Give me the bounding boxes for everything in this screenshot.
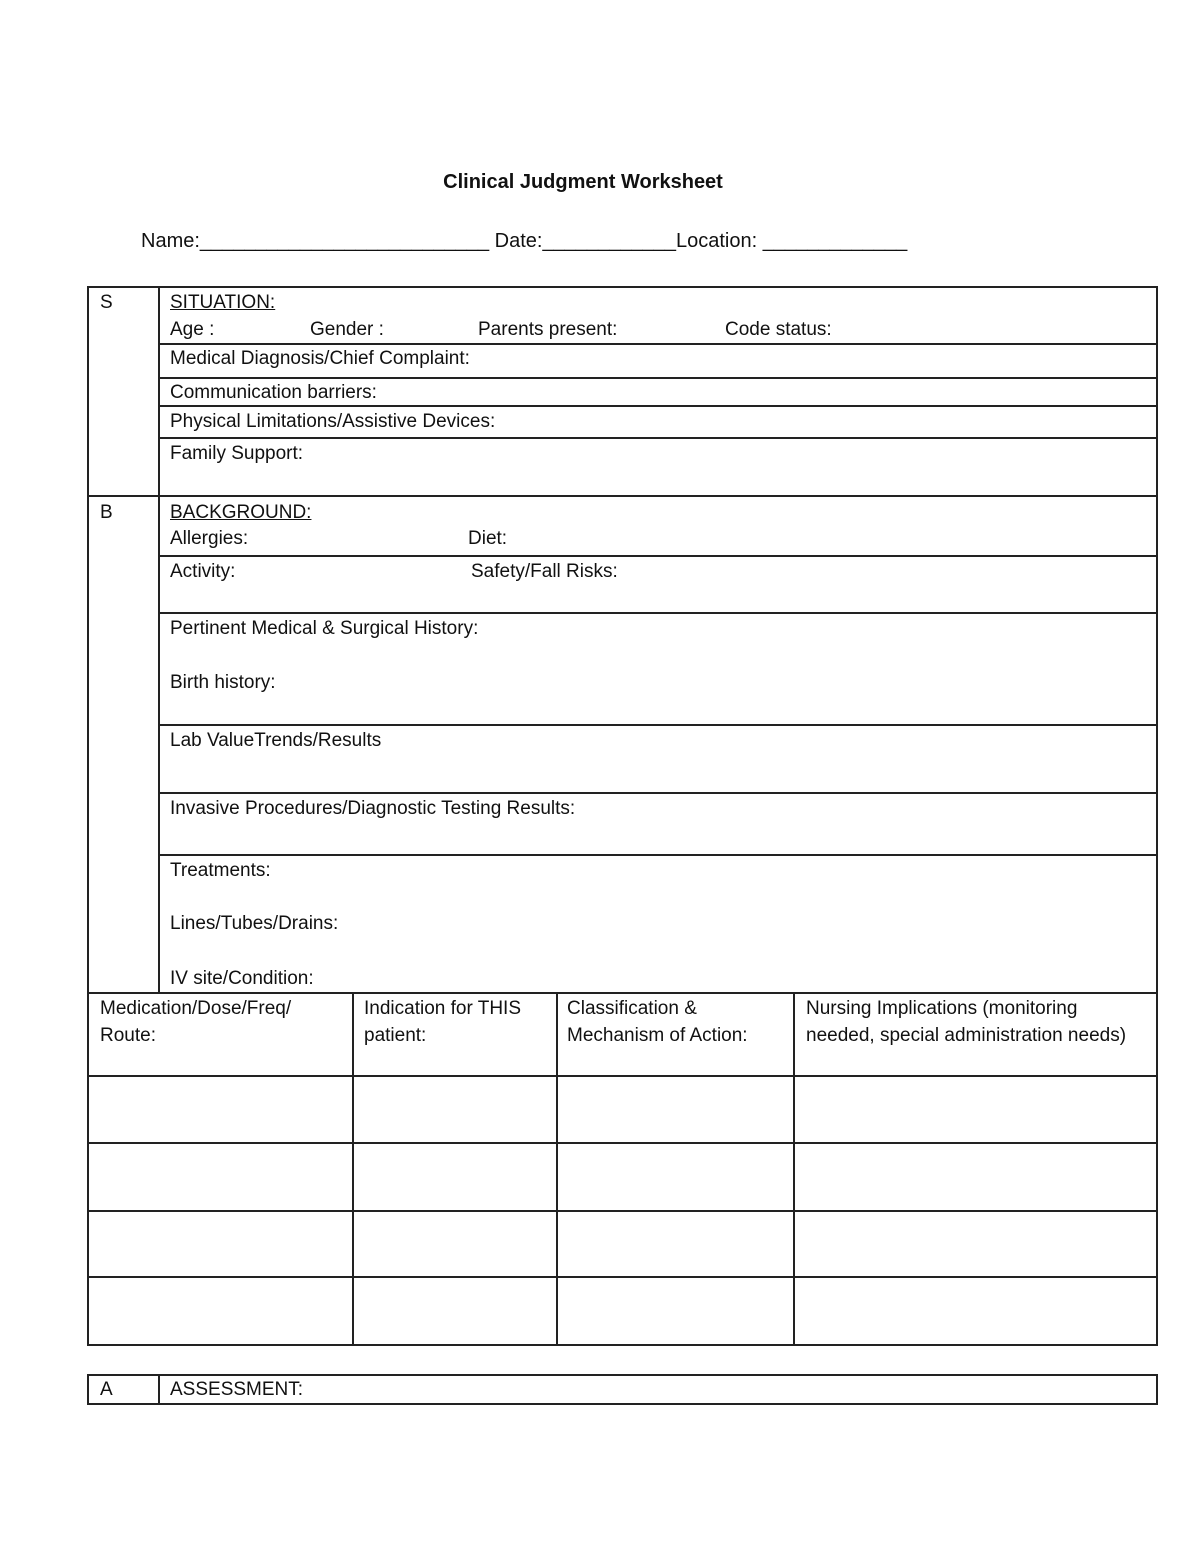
med-col-divider bbox=[556, 993, 558, 1344]
date-label: Date: bbox=[494, 230, 543, 252]
section-divider bbox=[88, 495, 1157, 497]
divider bbox=[158, 555, 1157, 557]
letter-column-divider bbox=[158, 287, 160, 993]
location-field[interactable]: _____________ bbox=[762, 230, 908, 252]
physical-label: Physical Limitations/Assistive Devices: bbox=[170, 411, 496, 432]
letter-column-divider bbox=[158, 1375, 160, 1404]
diet-label: Diet: bbox=[468, 528, 508, 549]
divider bbox=[158, 612, 1157, 614]
invasive-label: Invasive Procedures/Diagnostic Testing Results: bbox=[170, 798, 576, 819]
treatments-label: Treatments: bbox=[170, 860, 271, 881]
header-fields bbox=[141, 230, 907, 253]
med-col-header: Medication/Dose/Freq/ Route: bbox=[100, 998, 292, 1046]
med-col-header: Nursing Implications (monitoring needed, special administration needs) bbox=[806, 998, 1127, 1046]
gender-label: Gender : bbox=[310, 319, 384, 340]
name-label: Name: bbox=[141, 230, 200, 252]
med-col-divider bbox=[793, 993, 795, 1344]
family-label: Family Support: bbox=[170, 443, 304, 464]
assessment-letter: A bbox=[100, 1379, 113, 1400]
age-label: Age : bbox=[170, 319, 215, 340]
med-col-header: Indication for THIS patient: bbox=[364, 998, 522, 1046]
med-col-header: Classification & Mechanism of Action: bbox=[567, 998, 748, 1046]
divider bbox=[158, 724, 1157, 726]
divider bbox=[158, 854, 1157, 856]
section-divider bbox=[88, 992, 1157, 994]
allergies-label: Allergies: bbox=[170, 528, 249, 549]
med-row-divider bbox=[88, 1276, 1157, 1278]
name-field[interactable]: __________________________ bbox=[199, 230, 490, 252]
situation-letter: S bbox=[100, 292, 113, 313]
divider bbox=[158, 792, 1157, 794]
page-title: Clinical Judgment Worksheet bbox=[443, 171, 723, 193]
iv-label: IV site/Condition: bbox=[170, 968, 314, 989]
med-row-divider bbox=[88, 1210, 1157, 1212]
diagnosis-label: Medical Diagnosis/Chief Complaint: bbox=[170, 348, 470, 369]
activity-label: Activity: bbox=[170, 561, 236, 582]
pmh-label: Pertinent Medical & Surgical History: bbox=[170, 618, 479, 639]
med-col-divider bbox=[352, 993, 354, 1344]
lines-label: Lines/Tubes/Drains: bbox=[170, 913, 339, 934]
med-row-divider bbox=[88, 1142, 1157, 1144]
background-heading: BACKGROUND: bbox=[170, 502, 312, 523]
divider bbox=[158, 437, 1157, 439]
situation-heading: SITUATION: bbox=[170, 292, 276, 313]
lab-label: Lab ValueTrends/Results bbox=[170, 730, 382, 751]
safety-label: Safety/Fall Risks: bbox=[471, 561, 618, 582]
communication-label: Communication barriers: bbox=[170, 382, 377, 403]
background-letter: B bbox=[100, 502, 113, 523]
med-row-divider bbox=[88, 1075, 1157, 1077]
birth-label: Birth history: bbox=[170, 672, 276, 693]
code-status-label: Code status: bbox=[725, 319, 832, 340]
date-field[interactable]: ____________ bbox=[542, 230, 676, 252]
parents-label: Parents present: bbox=[478, 319, 618, 340]
assessment-heading: ASSESSMENT: bbox=[170, 1379, 304, 1400]
location-label: Location: bbox=[675, 230, 758, 252]
